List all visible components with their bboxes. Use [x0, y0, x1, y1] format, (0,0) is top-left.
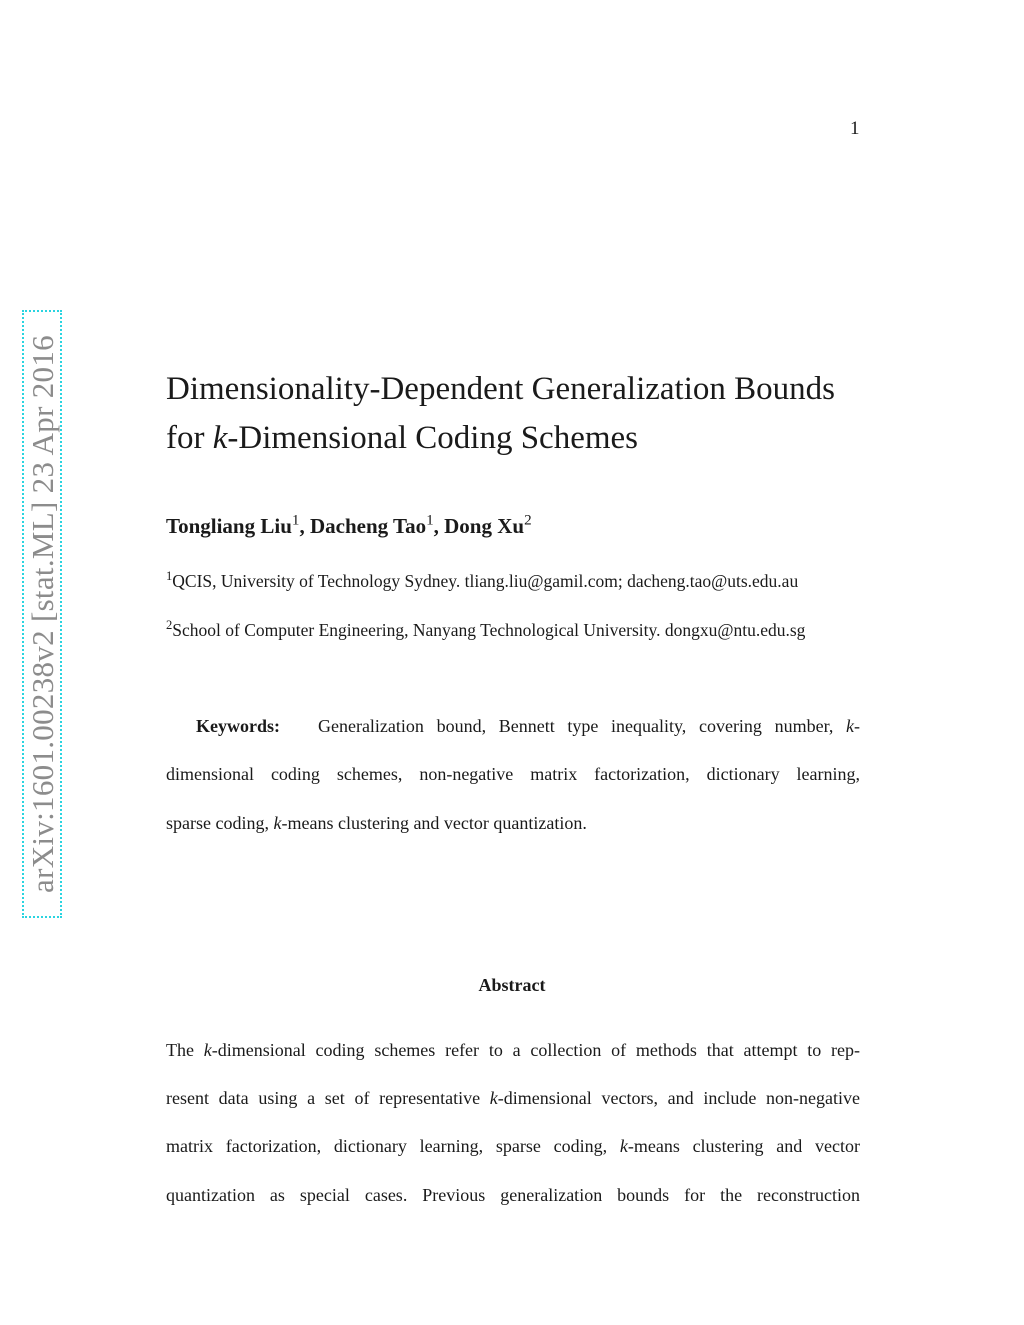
- keywords-k-symbol: k: [273, 813, 282, 833]
- abstract-text: resent data using a set of representative: [166, 1088, 490, 1108]
- abstract-text: The: [166, 1040, 204, 1060]
- abstract-text: -dimensional vectors, and include non-negative: [497, 1088, 860, 1108]
- abstract-line-1: [166, 1040, 860, 1061]
- author-separator: ,: [433, 514, 445, 538]
- affiliation-mark: 2: [166, 618, 173, 633]
- abstract-k-symbol: k: [203, 1040, 212, 1060]
- author-affiliation-mark: 1: [426, 512, 434, 529]
- title-line-2-suffix: -Dimensional Coding Schemes: [227, 420, 639, 456]
- abstract-text: -dimensional coding schemes refer to a collection of methods that attempt to rep-: [211, 1040, 861, 1060]
- author-affiliation-mark: 2: [524, 512, 532, 529]
- keywords-k-symbol: k: [846, 716, 855, 736]
- keywords-label: Keywords:: [196, 716, 280, 736]
- arxiv-identifier[interactable]: arXiv:1601.00238v2 [stat.ML] 23 Apr 2016: [25, 335, 60, 893]
- keywords-line-2: dimensional coding schemes, non-negative matrix factorization, dictionary learning,: [166, 764, 860, 784]
- author-list: [166, 514, 532, 539]
- keywords-hyphen: -: [854, 716, 861, 736]
- paper-title: [166, 365, 886, 463]
- title-k-symbol: k: [212, 420, 228, 456]
- abstract-line-2: [166, 1088, 860, 1109]
- keywords-line-1: [196, 716, 860, 737]
- affiliation-text: School of Computer Engineering, Nanyang Technological University. dongxu@ntu.edu.sg: [172, 620, 806, 640]
- keywords-text: Generalization bound, Bennett type inequality, covering number,: [317, 716, 834, 736]
- abstract-text: matrix factorization, dictionary learning, sparse coding,: [166, 1136, 620, 1156]
- abstract-k-symbol: k: [489, 1088, 498, 1108]
- affiliation-mark: 1: [166, 569, 173, 584]
- abstract-text: -means clustering and vector: [627, 1136, 861, 1156]
- affiliation-text: QCIS, University of Technology Sydney. tliang.liu@gamil.com; dacheng.tao@uts.edu.au: [172, 571, 799, 591]
- affiliation-1: [166, 571, 798, 592]
- title-line-2-prefix: for: [166, 420, 213, 456]
- keywords-text: sparse coding,: [166, 813, 274, 833]
- author-affiliation-mark: 1: [291, 512, 300, 529]
- abstract-line-4: quantization as special cases. Previous generalization bounds for the reconstruction: [166, 1185, 860, 1205]
- author-separator: ,: [299, 514, 310, 538]
- keywords-text: -means clustering and vector quantization.: [281, 813, 587, 833]
- keywords-line-3: [166, 813, 860, 834]
- author-name: Dacheng Tao: [309, 514, 427, 538]
- author-name: Dong Xu: [444, 514, 525, 538]
- page-number: 1: [850, 118, 860, 139]
- abstract-line-3: [166, 1136, 860, 1157]
- abstract-k-symbol: k: [619, 1136, 628, 1156]
- author-name: Tongliang Liu: [166, 514, 292, 538]
- title-line-1: Dimensionality-Dependent Generalization Bounds: [166, 371, 835, 407]
- affiliation-2: [166, 620, 805, 641]
- abstract-heading: Abstract: [478, 975, 546, 995]
